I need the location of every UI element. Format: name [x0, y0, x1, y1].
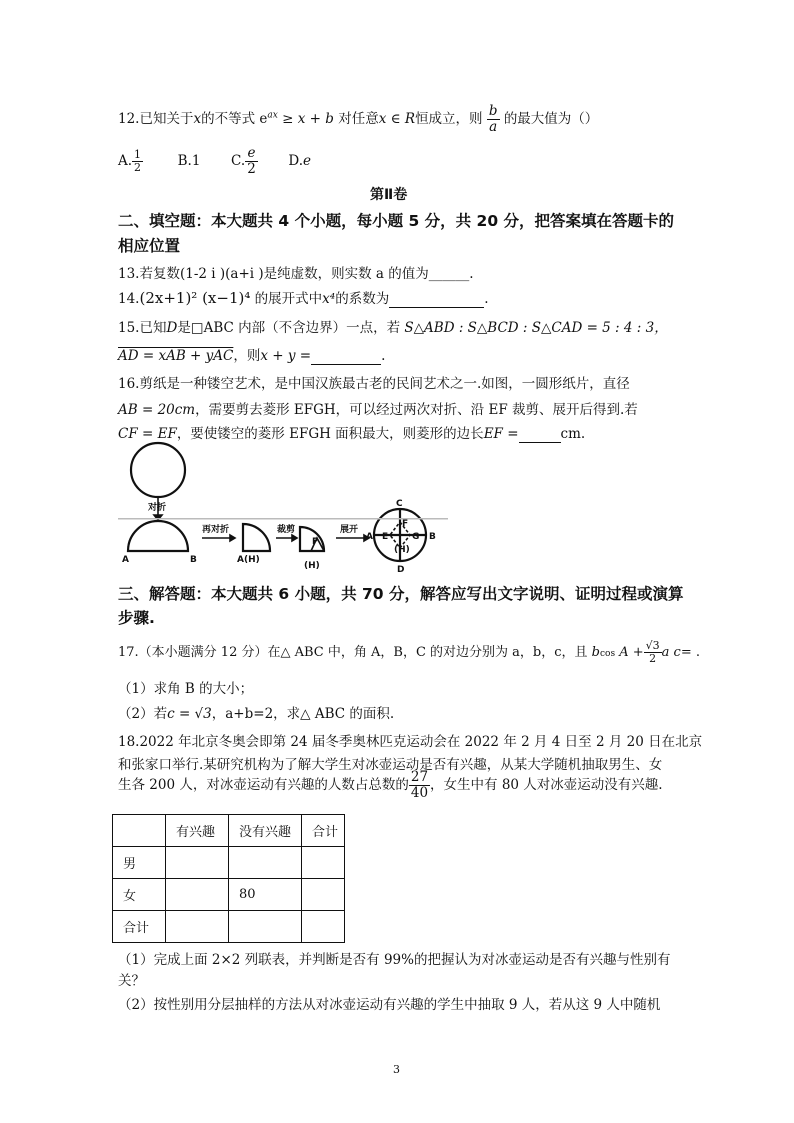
q15-line1: 15.已知D是□ABC 内部（不含边界）一点，若 S△ABD : S△BCD : S△CAD = 5 : 4 : 3， [118, 320, 668, 336]
full-circle [131, 443, 185, 497]
table-cell: 80 [229, 879, 302, 911]
svg-text:F: F [312, 537, 319, 547]
table-header: 没有兴趣 [229, 815, 302, 847]
table-cell [302, 879, 345, 911]
q17-formula: bcos A + $\frac{√3}{2}$ a c= . [591, 639, 700, 666]
table-cell [302, 847, 345, 879]
svg-text:G: G [412, 532, 420, 542]
part-title: 第Ⅱ卷 [370, 187, 408, 203]
q18-line1: 18.2022 年北京冬奥会即第 24 届冬季奥林匹克运动会在 2022 年 2 月 4 日至 2 月 20 日在北京 [118, 734, 703, 750]
table-header: 有兴趣 [166, 815, 229, 847]
q12-option-d: D.e [288, 152, 312, 169]
q17-sub1: （1）求角 B 的大小； [118, 681, 254, 697]
q12-option-b: B.1 [177, 152, 201, 169]
svg-text:E: E [382, 532, 389, 542]
q12-stem: 12.已知关于x的不等式 $e^{ax} \ge x + b$ 对任意x ∈ R恒成立，则 $\frac{b}{a}$ 的最大值为（） [118, 103, 599, 135]
q15-line2: AD = xAB + yAC，则x + y = . [118, 348, 386, 364]
section3-heading-line1: 三、解答题：本大题共 6 小题，共 70 分，解答应写出文字说明、证明过程或演算 [118, 585, 684, 603]
quarter-circle [243, 524, 270, 551]
svg-text:A: A [122, 555, 129, 565]
table-cell: 男 [113, 847, 166, 879]
table-row [113, 911, 345, 943]
table-cell [166, 847, 229, 879]
table-header-row [113, 815, 345, 847]
table-cell: 合计 [113, 911, 166, 943]
label-cut: 裁剪 [277, 525, 296, 535]
paper-cutting-figure [118, 440, 448, 575]
svg-text:(H): (H) [394, 545, 410, 555]
svg-text:(H): (H) [304, 561, 320, 571]
svg-text:A: A [366, 532, 373, 542]
svg-text:C: C [396, 499, 403, 509]
table-cell [166, 879, 229, 911]
q12-option-c: C. $\frac{e}{2}$ [231, 145, 256, 177]
contingency-table [112, 814, 345, 943]
q16-line1: 16.剪纸是一种镂空艺术，是中国汉族最古老的民间艺术之一.如图，一圆形纸片，直径 [118, 376, 630, 392]
svg-text:A(H): A(H) [237, 555, 260, 565]
table-row [113, 847, 345, 879]
table-cell [229, 847, 302, 879]
q18-line2: 和张家口举行.某研究机构为了解大学生对冰壶运动是否有兴趣，从某大学随机抽取男生、女 [118, 757, 663, 773]
q16-line3: CF = EF，要使镂空的菱形 EFGH 面积最大，则菱形的边长EF = cm. [118, 426, 586, 442]
q18-sub2: （2）按性别用分层抽样的方法从对冰壶运动有兴趣的学生中抽取 9 人，若从这 9 人中随机 [118, 997, 661, 1013]
q17-line1: 17.（本小题满分 12 分）在△ ABC 中，角 A，B，C 的对边分别为 a，b，c，且 bcos A + $\frac{√3}{2}$ a c= . [118, 639, 700, 666]
label-unfold: 展开 [340, 525, 359, 535]
q12-option-a: A. $\frac{1}{2}$ [118, 147, 142, 174]
table-row [113, 879, 345, 911]
section2-heading-line1: 二、填空题：本大题共 4 个小题，每小题 5 分，共 20 分，把答案填在答题卡的 [118, 212, 675, 230]
label-fold2: 再对折 [202, 525, 230, 535]
section3-heading-line2: 步骤. [118, 609, 155, 627]
q14: 14.(2x+1)² (x−1)⁴ 的展开式中x⁴的系数为 . [118, 289, 489, 307]
q12-options [118, 146, 311, 177]
svg-text:F: F [402, 519, 409, 529]
table-cell [113, 815, 166, 847]
q18-line3: 生各 200 人，对冰壶运动有兴趣的人数占总数的 $\frac{27}{40}$ ，女生中有 80 人对冰壶运动没有兴趣. [118, 769, 663, 801]
q12-inequality: $e^{ax} \ge x + b$ [259, 110, 334, 127]
q18-sub1-line1: （1）完成上面 2×2 列联表，并判断是否有 99%的把握认为对冰壶运动是否有兴趣与性别有 [118, 952, 671, 968]
table-cell [166, 911, 229, 943]
q16-line2: AB = 20cm，需要剪去菱形 EFGH，可以经过两次对折、沿 EF 裁剪、展开后得到.若 [118, 402, 638, 418]
svg-text:B: B [429, 532, 436, 542]
page-number: 3 [393, 1063, 400, 1076]
svg-text:B: B [190, 555, 197, 565]
q12-fraction: $\frac{b}{a}$ [488, 103, 498, 135]
table-cell [302, 911, 345, 943]
label-fold1: 对折 [148, 503, 167, 513]
q18-sub1-line2: 关？ [118, 973, 145, 989]
section2-heading-line2: 相应位置 [118, 237, 181, 255]
q13: 13.若复数(1-2 i )(a+i )是纯虚数，则实数 a 的值为______. [118, 266, 474, 282]
q17-sub2: （2）若c = √3，a+b=2，求△ ABC 的面积. [118, 706, 395, 722]
semicircle [128, 521, 188, 551]
svg-text:D: D [397, 565, 405, 575]
table-cell [229, 911, 302, 943]
table-header: 合计 [302, 815, 345, 847]
table-cell: 女 [113, 879, 166, 911]
